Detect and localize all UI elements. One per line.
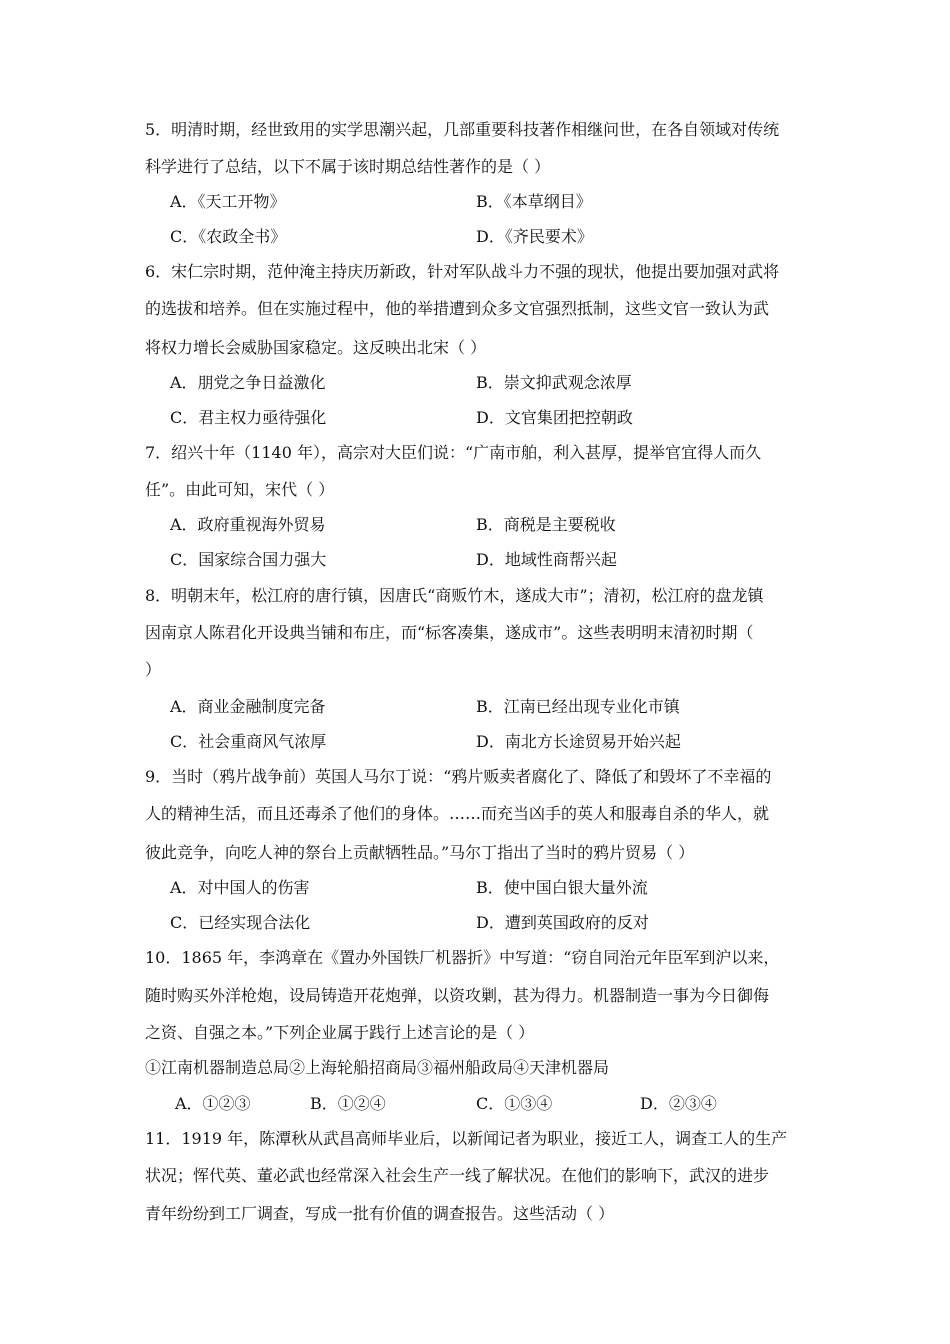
question-11-stem-line-1: 11．1919 年，陈潭秋从武昌高师毕业后，以新闻记者为职业，接近工人，调查工人的生产 (145, 1129, 788, 1148)
question-11-stem-line-3: 青年纷纷到工厂调查，写成一批有价值的调查报告。这些活动（ ） (145, 1204, 615, 1223)
question-5-stem-line-2: 科学进行了总结，以下不属于该时期总结性著作的是（ ） (145, 157, 551, 176)
question-5-stem-line-1: 5．明清时期，经世致用的实学思潮兴起，几部重要科技著作相继问世，在各自领域对传统 (145, 120, 780, 139)
question-8-option-c: C．社会重商风气浓厚 (170, 732, 327, 751)
question-7-stem-line-1: 7．绍兴十年（1140 年），高宗对大臣们说：“广南市舶，利入甚厚，提举官宜得人而久 (145, 443, 762, 462)
question-6-option-b: B．崇文抑武观念浓厚 (476, 373, 632, 392)
question-9-option-d: D．遭到英国政府的反对 (476, 913, 649, 932)
question-5-option-a: A．《天工开物》 (170, 192, 286, 211)
question-8-stem-line-2: 因南京人陈君化开设典当铺和布庄，而“标客凑集，遂成市”。这些表明明末清初时期（ (145, 623, 754, 642)
question-9-option-c: C．已经实现合法化 (170, 913, 311, 932)
question-10-option-b: B．①②④ (310, 1094, 386, 1113)
question-6-stem-line-3: 将权力增长会威胁国家稳定。这反映出北宋（ ） (145, 338, 487, 357)
question-7-option-a: A．政府重视海外贸易 (170, 515, 326, 534)
question-10-option-c: C．①③④ (476, 1094, 553, 1113)
question-8-stem-line-3: ） (145, 660, 162, 679)
question-8-option-b: B．江南已经出现专业化市镇 (476, 697, 680, 716)
question-9-option-a: A．对中国人的伤害 (170, 878, 310, 897)
question-7-stem-line-2: 任”。由此可知，宋代（ ） (145, 480, 335, 499)
question-6-option-a: A．朋党之争日益激化 (170, 373, 326, 392)
question-8-option-d: D．南北方长途贸易开始兴起 (476, 732, 681, 751)
question-5-option-c: C．《农政全书》 (170, 227, 287, 246)
question-7-option-b: B．商税是主要税收 (476, 515, 616, 534)
question-10-stem-line-3: 之资、自强之本。”下列企业属于践行上述言论的是（ ） (145, 1023, 535, 1042)
question-9-option-b: B．使中国白银大量外流 (476, 878, 648, 897)
question-5-option-d: D．《齐民要术》 (476, 227, 593, 246)
question-7-option-c: C．国家综合国力强大 (170, 550, 327, 569)
question-9-stem-line-3: 彼此竞争，向吃人神的祭台上贡献牺牲品。”马尔丁指出了当时的鸦片贸易（ ） (145, 843, 695, 862)
question-7-option-d: D．地域性商帮兴起 (476, 550, 617, 569)
question-10-stem-line-4: ①江南机器制造总局②上海轮船招商局③福州船政局④天津机器局 (145, 1058, 610, 1077)
question-9-stem-line-1: 9．当时（鸦片战争前）英国人马尔丁说：“鸦片贩卖者腐化了、降低了和毁坏了不幸福的 (145, 767, 772, 786)
question-10-option-a: A．①②③ (175, 1094, 251, 1113)
question-8-option-a: A．商业金融制度完备 (170, 697, 326, 716)
question-5-option-b: B．《本草纲目》 (476, 192, 592, 211)
question-6-option-d: D．文官集团把控朝政 (476, 408, 633, 427)
question-6-stem-line-2: 的选拔和培养。但在实施过程中，他的举措遭到众多文官强烈抵制，这些文官一致认为武 (145, 299, 770, 318)
question-10-stem-line-2: 随时购买外洋枪炮，设局铸造开花炮弹，以资攻剿，甚为得力。机器制造一事为今日御侮 (145, 986, 770, 1005)
question-6-stem-line-1: 6．宋仁宗时期，范仲淹主持庆历新政，针对军队战斗力不强的现状，他提出要加强对武将 (145, 262, 780, 281)
question-8-stem-line-1: 8．明朝末年，松江府的唐行镇，因唐氏“商贩竹木，遂成大市”；清初，松江府的盘龙镇 (145, 586, 764, 605)
question-10-stem-line-1: 10．1865 年，李鸿章在《置办外国铁厂机器折》中写道：“窃自同治元年臣军到沪以来， (145, 948, 780, 967)
question-11-stem-line-2: 状况；恽代英、董必武也经常深入社会生产一线了解状况。在他们的影响下，武汉的进步 (145, 1166, 770, 1185)
question-9-stem-line-2: 人的精神生活，而且还毒杀了他们的身体。……而充当凶手的英人和服毒自杀的华人，就 (145, 804, 770, 823)
question-6-option-c: C．君主权力亟待强化 (170, 408, 327, 427)
question-10-option-d: D．②③④ (640, 1094, 717, 1113)
